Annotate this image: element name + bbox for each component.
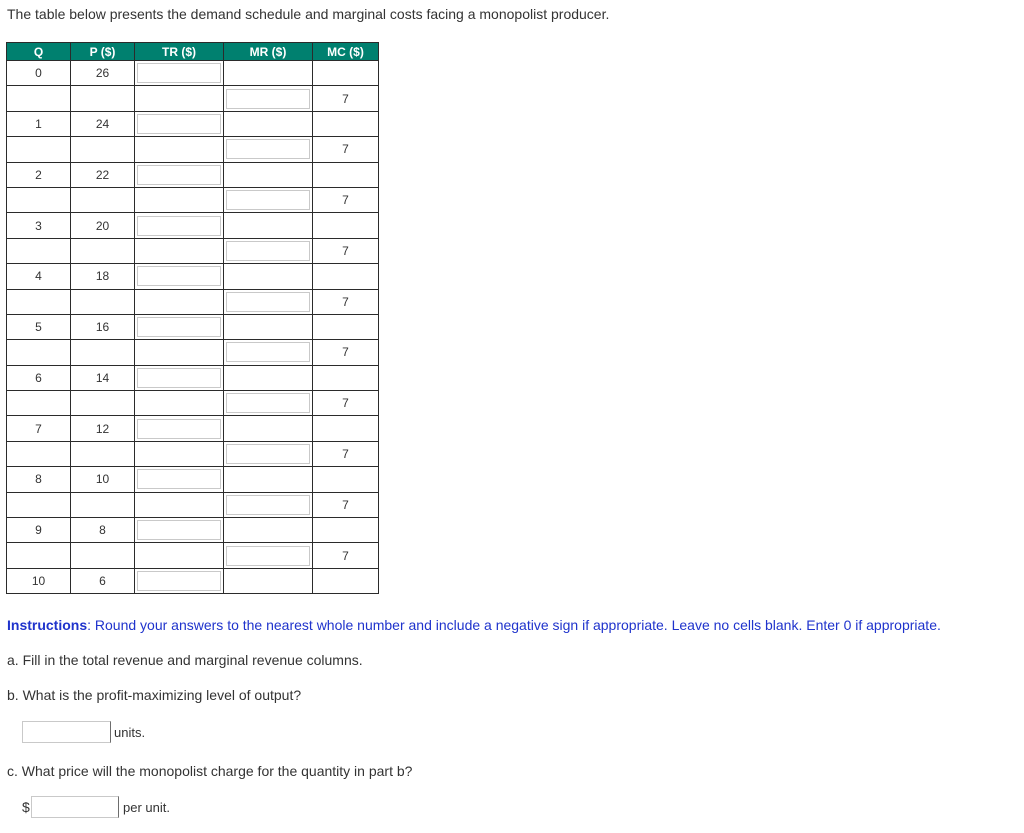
cell-mr <box>224 365 313 390</box>
output-answer-input[interactable] <box>22 721 111 743</box>
cell-tr <box>135 61 224 86</box>
tr-input[interactable] <box>137 216 221 236</box>
cell-tr <box>135 467 224 492</box>
instructions-label: Instructions <box>7 617 88 633</box>
table-row <box>7 391 379 416</box>
cell-mc <box>313 518 379 543</box>
mr-input[interactable] <box>226 190 310 210</box>
cell-quantity <box>7 340 71 365</box>
cell-mr <box>224 137 313 162</box>
cell-price <box>71 543 135 568</box>
cell-mc <box>313 314 379 339</box>
table-row <box>7 86 379 111</box>
table-row <box>7 213 379 238</box>
cell-quantity <box>7 137 71 162</box>
cell-tr <box>135 518 224 543</box>
question-b: b. What is the profit-maximizing level of output? <box>7 687 302 703</box>
cell-mc: 7 <box>313 86 379 111</box>
cell-quantity: 7 <box>7 416 71 441</box>
table-row <box>7 543 379 568</box>
cell-mc <box>313 568 379 593</box>
cell-price: 10 <box>71 467 135 492</box>
units-label: units. <box>114 725 146 740</box>
cell-price: 12 <box>71 416 135 441</box>
instructions <box>7 617 941 633</box>
cell-mr <box>224 340 313 365</box>
cell-tr <box>135 365 224 390</box>
cell-mr <box>224 187 313 212</box>
table-row <box>7 187 379 212</box>
cell-price <box>71 492 135 517</box>
table-row <box>7 416 379 441</box>
table-row <box>7 441 379 466</box>
cell-price <box>71 289 135 314</box>
cell-price: 16 <box>71 314 135 339</box>
cell-price: 14 <box>71 365 135 390</box>
cell-quantity: 8 <box>7 467 71 492</box>
cell-mr <box>224 213 313 238</box>
cell-mr <box>224 518 313 543</box>
header-tr: TR ($) <box>135 43 224 61</box>
cell-quantity <box>7 543 71 568</box>
cell-quantity: 0 <box>7 61 71 86</box>
table-row <box>7 467 379 492</box>
cell-quantity: 9 <box>7 518 71 543</box>
header-q: Q <box>7 43 71 61</box>
cell-mr <box>224 391 313 416</box>
cell-mc <box>313 264 379 289</box>
cell-quantity: 2 <box>7 162 71 187</box>
mr-input[interactable] <box>226 139 310 159</box>
cell-quantity <box>7 492 71 517</box>
cell-mr <box>224 314 313 339</box>
table-row <box>7 365 379 390</box>
cell-tr <box>135 543 224 568</box>
cell-price: 8 <box>71 518 135 543</box>
cell-price <box>71 238 135 263</box>
dollar-sign: $ <box>22 799 30 815</box>
tr-input[interactable] <box>137 317 221 337</box>
table-row <box>7 289 379 314</box>
table-row <box>7 568 379 593</box>
demand-table <box>6 42 379 594</box>
cell-tr <box>135 137 224 162</box>
table-row <box>7 264 379 289</box>
tr-input[interactable] <box>137 114 221 134</box>
cell-price: 24 <box>71 111 135 136</box>
question-c: c. What price will the monopolist charge for the quantity in part b? <box>7 763 413 779</box>
cell-tr <box>135 314 224 339</box>
cell-mr <box>224 492 313 517</box>
cell-quantity: 4 <box>7 264 71 289</box>
cell-mr <box>224 86 313 111</box>
cell-tr <box>135 416 224 441</box>
cell-mr <box>224 289 313 314</box>
cell-mr <box>224 467 313 492</box>
cell-mc: 7 <box>313 289 379 314</box>
cell-mc <box>313 213 379 238</box>
question-a: a. Fill in the total revenue and marginal revenue columns. <box>7 652 363 668</box>
tr-input[interactable] <box>137 419 221 439</box>
header-mc: MC ($) <box>313 43 379 61</box>
mr-input[interactable] <box>226 546 310 566</box>
cell-tr <box>135 441 224 466</box>
intro-text: The table below presents the demand schedule and marginal costs facing a monopolist producer. <box>7 6 610 22</box>
cell-mc <box>313 416 379 441</box>
cell-mc: 7 <box>313 340 379 365</box>
mr-input[interactable] <box>226 342 310 362</box>
cell-quantity: 1 <box>7 111 71 136</box>
cell-price <box>71 137 135 162</box>
cell-tr <box>135 213 224 238</box>
cell-quantity <box>7 86 71 111</box>
cell-tr <box>135 289 224 314</box>
cell-mc: 7 <box>313 391 379 416</box>
cell-tr <box>135 568 224 593</box>
cell-mr <box>224 441 313 466</box>
cell-price: 6 <box>71 568 135 593</box>
table-row <box>7 314 379 339</box>
cell-mr <box>224 61 313 86</box>
cell-mc <box>313 365 379 390</box>
cell-price <box>71 86 135 111</box>
cell-quantity: 5 <box>7 314 71 339</box>
cell-mc <box>313 162 379 187</box>
header-price: P ($) <box>71 43 135 61</box>
cell-tr <box>135 162 224 187</box>
table-row <box>7 340 379 365</box>
tr-input[interactable] <box>137 469 221 489</box>
cell-mr <box>224 543 313 568</box>
cell-quantity <box>7 289 71 314</box>
cell-mc <box>313 111 379 136</box>
instructions-text: : Round your answers to the nearest whole number and include a negative sign if appropriate. Leave no cells blank. Enter 0 if appropriate. <box>87 617 941 633</box>
header-mr: MR ($) <box>224 43 313 61</box>
cell-quantity: 10 <box>7 568 71 593</box>
cell-mr <box>224 238 313 263</box>
tr-input[interactable] <box>137 266 221 286</box>
cell-mc <box>313 467 379 492</box>
cell-price <box>71 441 135 466</box>
cell-quantity: 3 <box>7 213 71 238</box>
table-row <box>7 492 379 517</box>
cell-quantity <box>7 187 71 212</box>
cell-tr <box>135 187 224 212</box>
cell-mc: 7 <box>313 492 379 517</box>
tr-input[interactable] <box>137 63 221 83</box>
cell-tr <box>135 86 224 111</box>
cell-mr <box>224 264 313 289</box>
cell-price: 20 <box>71 213 135 238</box>
table-row <box>7 61 379 86</box>
cell-mr <box>224 111 313 136</box>
cell-quantity: 6 <box>7 365 71 390</box>
cell-mc: 7 <box>313 187 379 212</box>
cell-tr <box>135 238 224 263</box>
cell-mr <box>224 416 313 441</box>
table-row <box>7 137 379 162</box>
table-row <box>7 162 379 187</box>
mr-input[interactable] <box>226 495 310 515</box>
cell-mc: 7 <box>313 238 379 263</box>
cell-mr <box>224 162 313 187</box>
cell-mc <box>313 61 379 86</box>
cell-price <box>71 391 135 416</box>
cell-quantity <box>7 441 71 466</box>
cell-tr <box>135 492 224 517</box>
table-row <box>7 111 379 136</box>
cell-mc: 7 <box>313 441 379 466</box>
cell-price <box>71 187 135 212</box>
tr-input[interactable] <box>137 165 221 185</box>
mr-input[interactable] <box>226 444 310 464</box>
table-header-row <box>7 43 379 61</box>
tr-input[interactable] <box>137 571 221 591</box>
cell-mc: 7 <box>313 543 379 568</box>
mr-input[interactable] <box>226 292 310 312</box>
table-row <box>7 238 379 263</box>
mr-input[interactable] <box>226 393 310 413</box>
cell-tr <box>135 391 224 416</box>
mr-input[interactable] <box>226 89 310 109</box>
cell-quantity <box>7 238 71 263</box>
cell-price: 22 <box>71 162 135 187</box>
tr-input[interactable] <box>137 368 221 388</box>
cell-mr <box>224 568 313 593</box>
cell-price: 26 <box>71 61 135 86</box>
cell-mc: 7 <box>313 137 379 162</box>
mr-input[interactable] <box>226 241 310 261</box>
per-unit-label: per unit. <box>123 800 170 815</box>
cell-tr <box>135 264 224 289</box>
cell-tr <box>135 111 224 136</box>
cell-tr <box>135 340 224 365</box>
price-answer-input[interactable] <box>31 796 119 818</box>
cell-price: 18 <box>71 264 135 289</box>
tr-input[interactable] <box>137 520 221 540</box>
table-row <box>7 518 379 543</box>
cell-quantity <box>7 391 71 416</box>
cell-price <box>71 340 135 365</box>
